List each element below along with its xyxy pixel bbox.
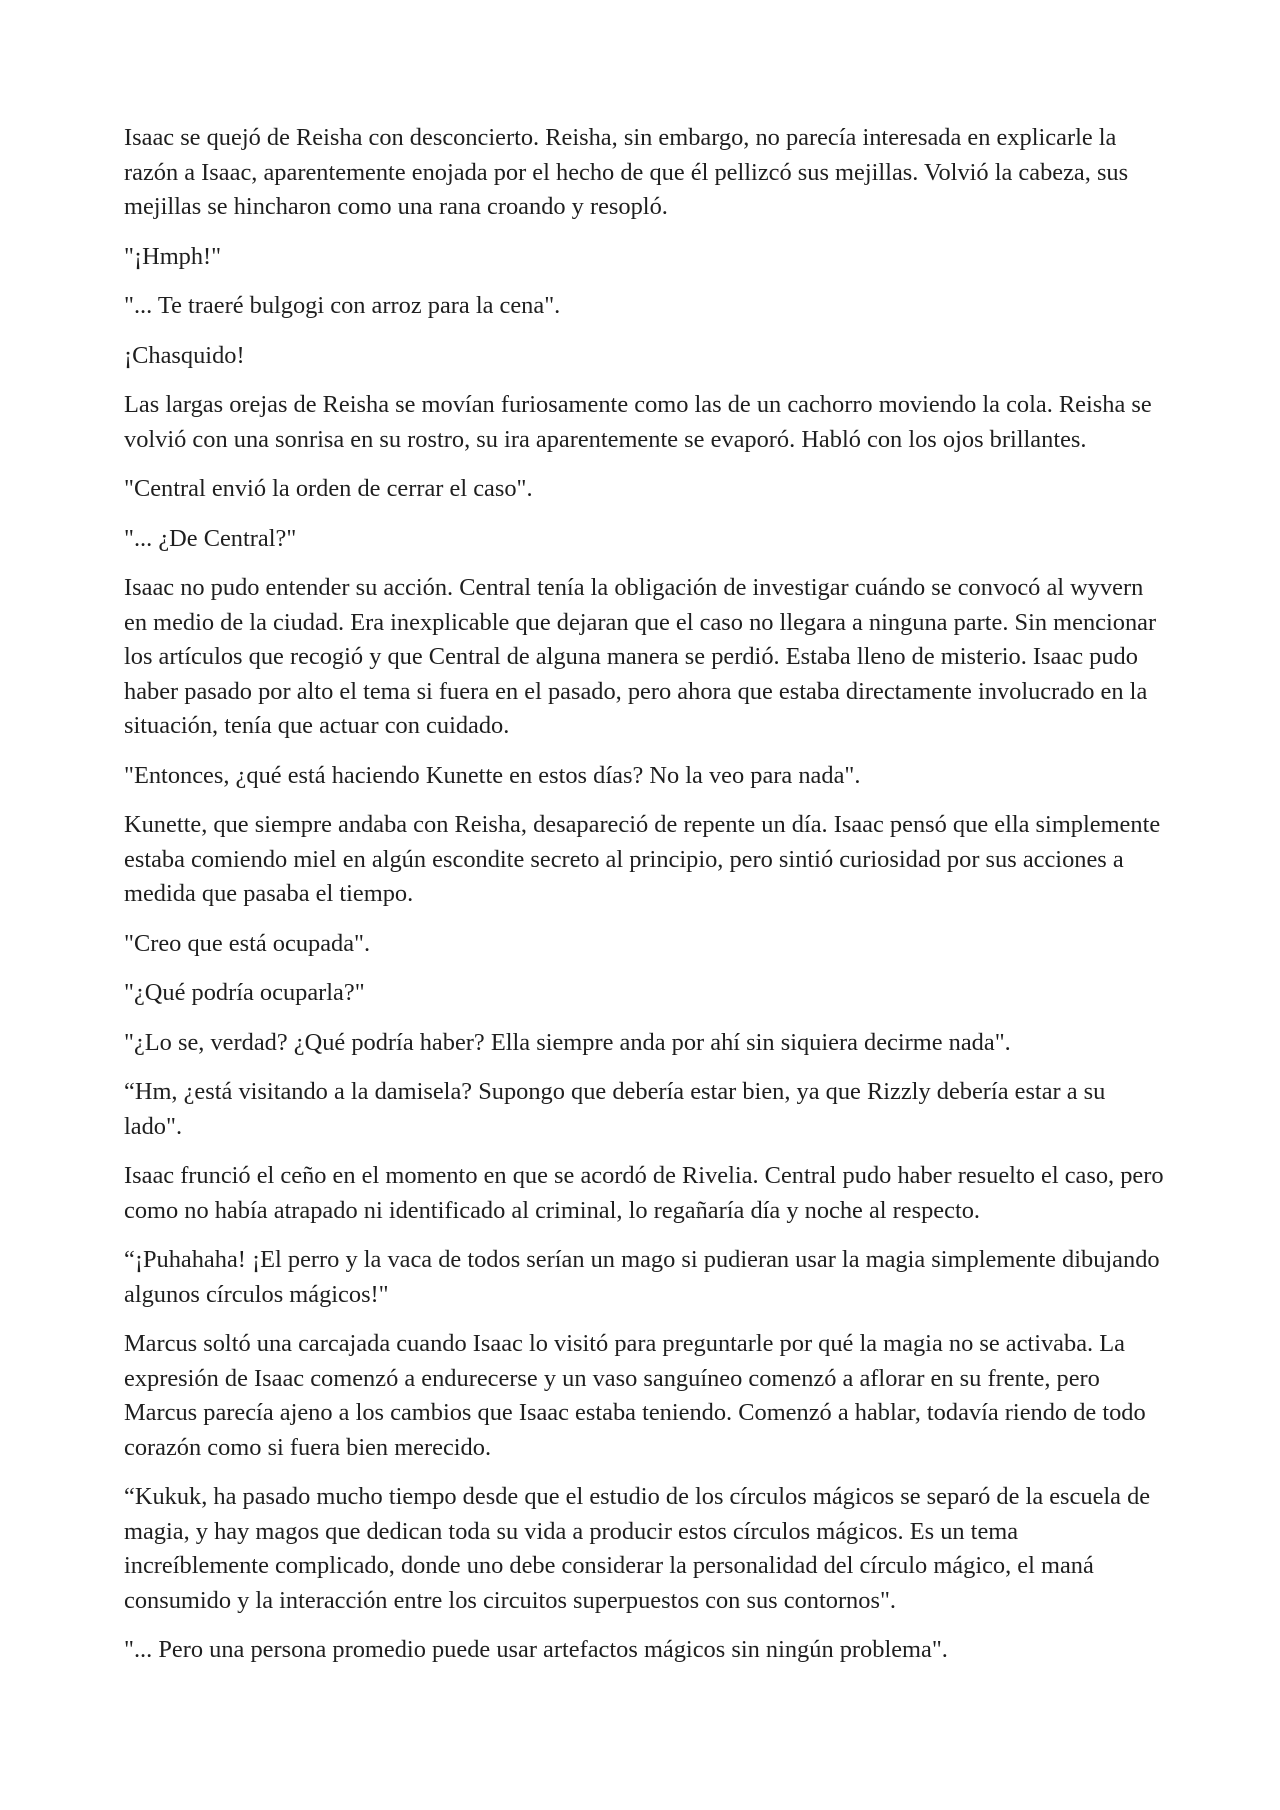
paragraph: "¿Qué podría ocuparla?" <box>124 979 365 1006</box>
paragraph: "... Te traeré bulgogi con arroz para la cena". <box>124 292 561 319</box>
paragraph: "¡Hmph!" <box>124 242 222 270</box>
paragraph: Las largas orejas de Reisha se movían furiosamente como las de un cachorro moviendo la cola. Reisha se volvió con una sonrisa en su rostro, su ira aparentemente se evaporó. Habló con los ojos brillantes. <box>124 391 1152 453</box>
document-page <box>124 121 1164 1683</box>
paragraph: "¿Lo se, verdad? ¿Qué podría haber? Ella siempre anda por ahí sin siquiera decirme nada". <box>124 1028 1011 1056</box>
paragraph: "Central envió la orden de cerrar el caso". <box>124 475 533 502</box>
paragraph: "... ¿De Central?" <box>124 524 297 552</box>
paragraph: Isaac no pudo entender su acción. Central tenía la obligación de investigar cuándo se convocó al wyvern en medio de la ciudad. Era inexplicable que dejaran que el caso no llegara a ninguna parte. Sin mencionar los artículos que recogió y que Central de alguna manera se perdió. Estaba lleno de misterio. Isaac pudo haber pasado por alto el tema si fuera en el pasado, pero ahora que estaba directamente involucrado en la situación, tenía que actuar con cuidado. <box>124 574 1157 739</box>
paragraph: ¡Chasquido! <box>124 341 245 369</box>
paragraph: “Kukuk, ha pasado mucho tiempo desde que el estudio de los círculos mágicos se separó de la escuela de magia, y hay magos que dedican toda su vida a producir estos círculos mágicos. Es un tema increíblemente complicado, donde uno debe considerar la personalidad del círculo mágico, el maná consumido y la interacción entre los circuitos superpuestos con sus contornos". <box>124 1483 1151 1614</box>
paragraph: “Hm, ¿está visitando a la damisela? Supongo que debería estar bien, ya que Rizzly debería estar a su lado". <box>124 1078 1106 1140</box>
paragraph: Isaac se quejó de Reisha con desconcierto. Reisha, sin embargo, no parecía interesada en explicarle la razón a Isaac, aparentemente enojada por el hecho de que él pellizcó sus mejillas. Volvió la cabeza, sus mejillas se hincharon como una rana croando y resopló. <box>124 124 1129 220</box>
paragraph: "... Pero una persona promedio puede usar artefactos mágicos sin ningún problema". <box>124 1636 948 1663</box>
paragraph: Kunette, que siempre andaba con Reisha, desapareció de repente un día. Isaac pensó que ella simplemente estaba comiendo miel en algún escondite secreto al principio, pero sintió curiosidad por sus acciones a medida que pasaba el tiempo. <box>124 811 1161 907</box>
paragraph: Marcus soltó una carcajada cuando Isaac lo visitó para preguntarle por qué la magia no se activaba. La expresión de Isaac comenzó a endurecerse y un vaso sanguíneo comenzó a aflorar en su frente, pero Marcus parecía ajeno a los cambios que Isaac estaba teniendo. Comenzó a hablar, todavía riendo de todo corazón como si fuera bien merecido. <box>124 1330 1146 1461</box>
paragraph: Isaac frunció el ceño en el momento en que se acordó de Rivelia. Central pudo haber resuelto el caso, pero como no había atrapado ni identificado al criminal, lo regañaría día y noche al respecto. <box>124 1162 1164 1224</box>
paragraph: “¡Puhahaha! ¡El perro y la vaca de todos serían un mago si pudieran usar la magia simplemente dibujando algunos círculos mágicos!" <box>124 1246 1160 1308</box>
paragraph: "Creo que está ocupada". <box>124 929 371 957</box>
paragraph: "Entonces, ¿qué está haciendo Kunette en estos días? No la veo para nada". <box>124 761 861 789</box>
